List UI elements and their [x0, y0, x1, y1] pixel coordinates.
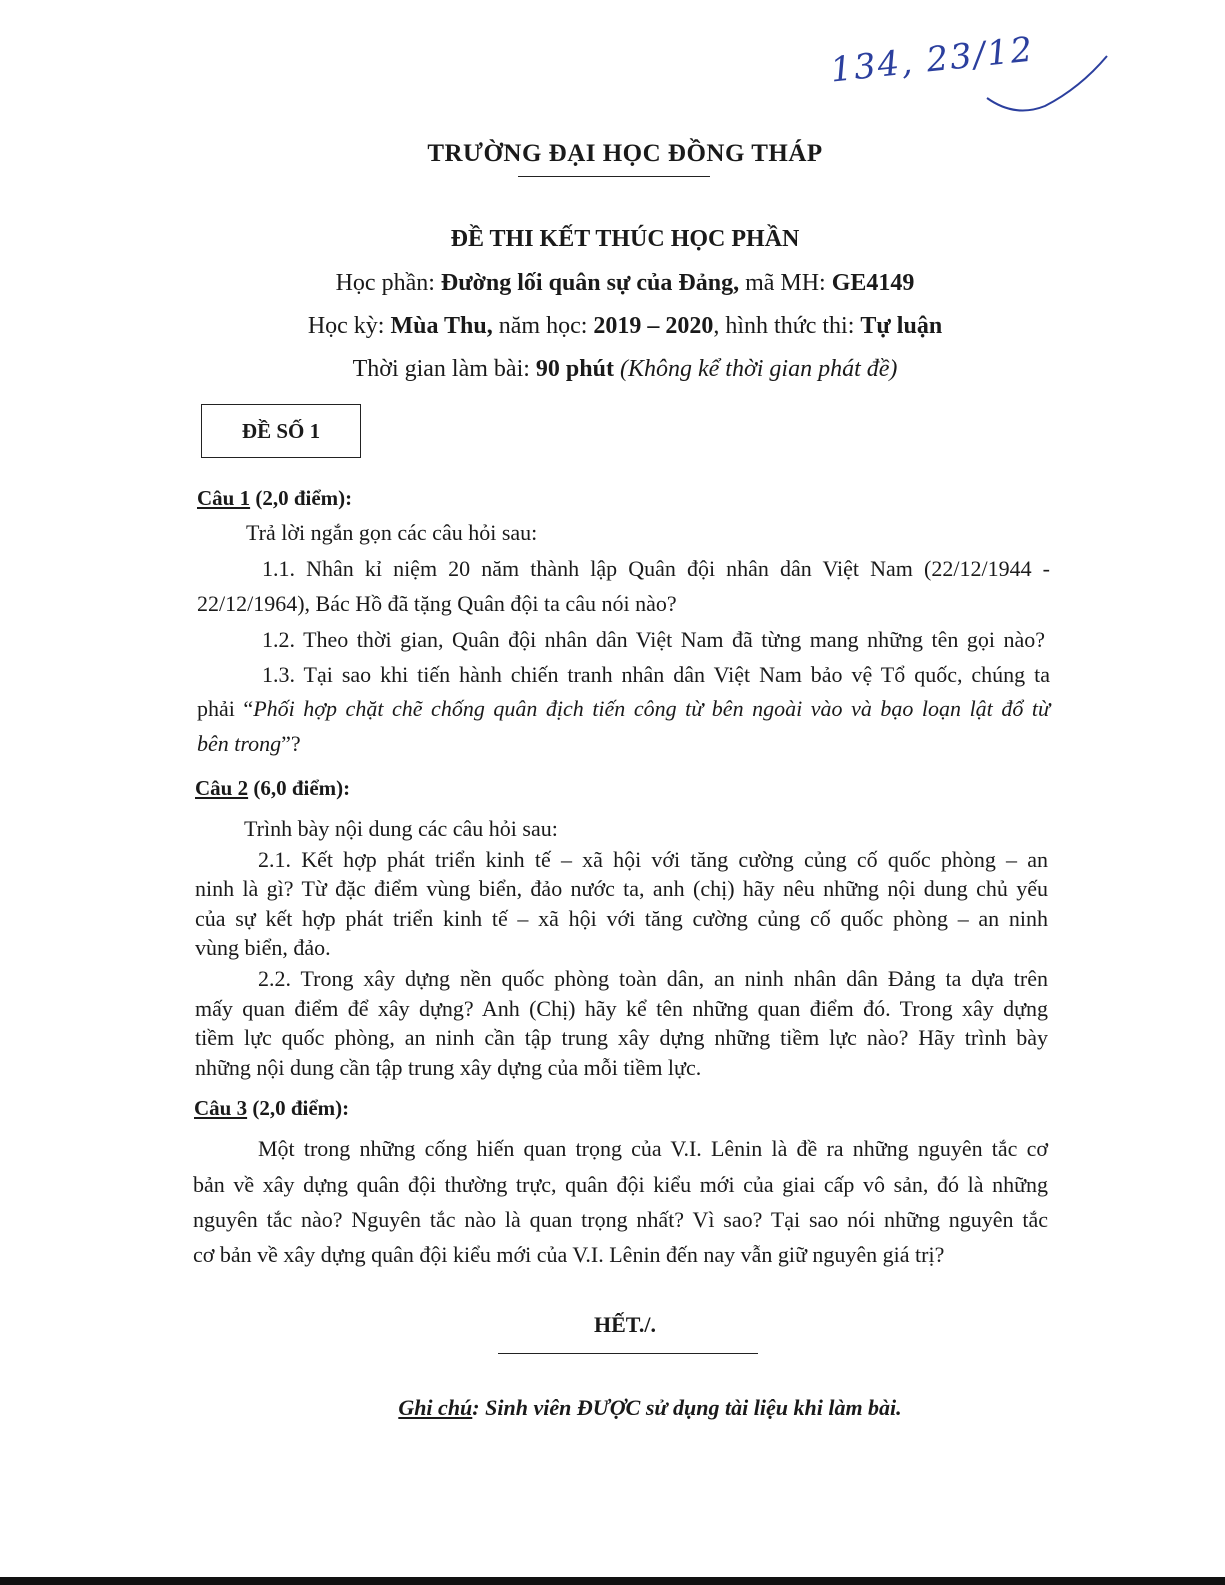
q1-heading — [197, 486, 352, 511]
course-line — [0, 270, 1225, 297]
note-text: : Sinh viên ĐƯỢC sử dụng tài liệu khi làm bài. — [472, 1395, 902, 1420]
q1-item3-quote-open: phải “ — [197, 696, 254, 721]
q2-item1-line1: 2.1. Kết hợp phát triển kinh tế – xã hội với tăng cường củng cố quốc phòng – an — [258, 847, 1048, 872]
code-label: mã MH: — [739, 270, 832, 296]
q2-item1-line2: ninh là gì? Từ đặc điểm vùng biển, đảo nước ta, anh (chị) hãy nêu những nội dung chủ yếu — [195, 876, 1048, 901]
q3-line2: bản về xây dựng quân đội thường trực, quân đội kiểu mới của giai cấp vô sản, đó là những — [193, 1172, 1048, 1197]
end-divider — [498, 1353, 758, 1354]
q1-intro: Trả lời ngắn gọn các câu hỏi sau: — [246, 520, 538, 545]
q3-label: Câu 3 — [194, 1096, 248, 1120]
q3-line3: nguyên tắc nào? Nguyên tắc nào là quan trọng nhất? Vì sao? Tại sao nói những nguyên tắc — [193, 1207, 1048, 1232]
q1-item1-line2: 22/12/1964), Bác Hồ đã tặng Quân đội ta câu nói nào? — [197, 591, 677, 616]
handwritten-stroke — [985, 48, 1115, 118]
semester-label: Học kỳ: — [307, 313, 391, 339]
course-code: GE4149 — [831, 270, 915, 296]
q2-item1-line4: vùng biển, đảo. — [195, 935, 331, 960]
q3-line4: cơ bản về xây dựng quân đội kiểu mới của V.I. Lênin đến nay vẫn giữ nguyên giá trị? — [193, 1242, 945, 1267]
q1-item3-line3 — [197, 731, 301, 757]
q2-item2-line2: mấy quan điểm để xây dựng? Anh (Chị) hãy kể tên những quan điểm đó. Trong xây dựng — [195, 996, 1048, 1021]
form-label: , hình thức thi: — [713, 313, 861, 339]
q2-item2-line3: tiềm lực quốc phòng, an ninh cần tập trung xây dựng những tiềm lực nào? Hãy trình bày — [195, 1025, 1048, 1050]
q1-item1-line1: 1.1. Nhân kỉ niệm 20 năm thành lập Quân đội nhân dân Việt Nam (22/12/1944 - — [262, 556, 1050, 581]
footer-note — [0, 1395, 1225, 1421]
q3-line1: Một trong những cống hiến quan trọng của V.I. Lênin là đề ra những nguyên tắc cơ — [258, 1136, 1048, 1161]
q3-heading — [194, 1096, 349, 1121]
q1-points: (2,0 điểm): — [250, 486, 353, 510]
course-name: Đường lối quân sự của Đảng, — [440, 270, 740, 296]
school-name: TRƯỜNG ĐẠI HỌC ĐỒNG THÁP — [427, 140, 823, 167]
q2-item2-line4: những nội dung cần tập trung xây dựng của mỗi tiềm lực. — [195, 1055, 702, 1080]
scan-edge — [0, 1577, 1225, 1585]
note-label: Ghi chú — [398, 1395, 473, 1420]
q1-item3-quote-close: ”? — [281, 731, 301, 756]
school-year: 2019 – 2020 — [593, 313, 714, 339]
q1-item3-quote-end: bên trong — [197, 731, 282, 756]
q1-item3-quote: Phối hợp chặt chẽ chống quân địch tiến công từ bên ngoài vào và bạo loạn lật đổ từ — [253, 696, 1050, 721]
q2-intro: Trình bày nội dung các câu hỏi sau: — [244, 816, 558, 841]
end-mark: HẾT./. — [594, 1312, 656, 1337]
q2-points: (6,0 điểm): — [248, 776, 351, 800]
q2-label: Câu 2 — [195, 776, 249, 800]
q1-item3-line2 — [197, 696, 1050, 722]
q2-heading — [195, 776, 350, 801]
q1-item2: 1.2. Theo thời gian, Quân đội nhân dân Việt Nam đã từng mang những tên gọi nào? — [262, 627, 1045, 652]
course-label: Học phần: — [335, 270, 441, 296]
exam-number-box: ĐỀ SỐ 1 — [201, 404, 361, 458]
semester: Mùa Thu, — [390, 313, 493, 339]
q1-label: Câu 1 — [197, 486, 251, 510]
q2-item2-line1: 2.2. Trong xây dựng nền quốc phòng toàn dân, an ninh nhân dân Đảng ta dựa trên — [258, 966, 1048, 991]
year-label: năm học: — [492, 313, 594, 339]
exam-time: 90 phút — [535, 356, 614, 382]
time-label: Thời gian làm bài: — [352, 356, 536, 382]
q2-item1-line3: của sự kết hợp phát triển kinh tế – xã hội với tăng cường củng cố quốc phòng – an ninh — [195, 906, 1048, 931]
exam-title: ĐỀ THI KẾT THÚC HỌC PHẦN — [450, 226, 800, 252]
q1-item3-line1: 1.3. Tại sao khi tiến hành chiến tranh nhân dân Việt Nam bảo vệ Tổ quốc, chúng ta — [262, 662, 1050, 687]
semester-line — [0, 313, 1225, 340]
time-note: (Không kể thời gian phát đề) — [613, 356, 898, 382]
exam-form: Tự luận — [860, 313, 943, 339]
q3-points: (2,0 điểm): — [247, 1096, 350, 1120]
time-line — [0, 356, 1225, 383]
handwritten-note: 134, 23/12 — [828, 29, 1037, 91]
header-divider — [518, 176, 710, 177]
